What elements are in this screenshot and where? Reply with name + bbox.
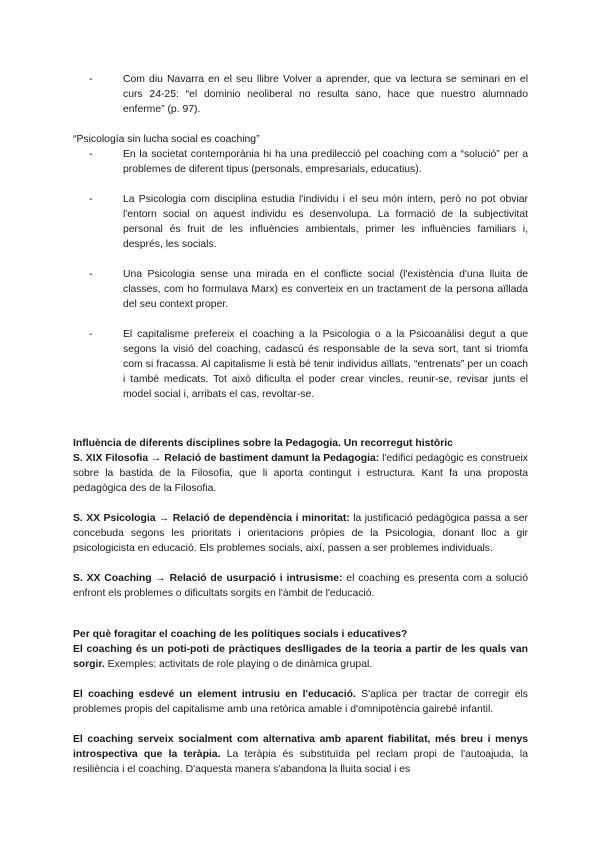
paragraph bbox=[73, 642, 528, 672]
paragraph bbox=[73, 687, 528, 717]
bullet-text: Una Psicologia sense una mirada en el conflicte social (l'existència d'una lluita de classes, com ho formulava Marx) es converteix en un tractament de la persona aïllada del seu context proper. bbox=[123, 269, 528, 310]
paragraph bbox=[73, 511, 528, 556]
bullet-item bbox=[89, 192, 528, 252]
bullet-text: El capitalisme prefereix el coaching a la Psicologia o a la Psicoanàlisi degut a que segons la visió del coaching, cadascú és responsable de la seva sort, tant si triomfa com si fracassa. Al capitalisme li està bé tenir individus aïllats, “entrenats” per un coach i també medicats. Tot això dificulta el poder crear vincles, reunir-se, revisar junts el model social i, arribats el cas, revoltar-se. bbox=[123, 329, 528, 400]
paragraph-lead: El coaching és un poti-poti de pràctiques deslligades de la teoria a partir de les quals van sorgir. bbox=[73, 644, 528, 670]
bullet-dash: - bbox=[89, 269, 93, 280]
paragraph-lead: S. XX Psicologia → Relació de dependència i minoritat: bbox=[73, 513, 350, 524]
section-heading-text: Influència de diferents disciplines sobre la Pedagogia. Un recorregut històric bbox=[73, 438, 453, 449]
paragraph-body: Exemples: activitats de role playing o de dinàmica grupal. bbox=[104, 659, 373, 670]
bullet-item bbox=[89, 267, 528, 312]
bullet-dash: - bbox=[89, 329, 93, 340]
bullet-dash: - bbox=[89, 149, 93, 160]
paragraph-lead: S. XIX Filosofia → Relació de bastiment damunt la Pedagogia: bbox=[73, 453, 380, 464]
bullet-text: En la societat contemporània hi ha una predilecció pel coaching com a “solució” per a problemes de diferent tipus (personals, empresarials, educatius). bbox=[123, 149, 528, 175]
paragraph bbox=[73, 571, 528, 601]
section-heading bbox=[73, 627, 528, 642]
bullet-dash: - bbox=[89, 194, 93, 205]
bullet-text: La Psicologia com disciplina estudia l'individu i el seu món intern, però no pot obviar l'entorn social on aquest individu es desenvolupa. La formació de la subjectivitat personal és fruit de les influències ambientals, primer les influències familiars i, després, les socials. bbox=[123, 194, 528, 250]
paragraph-lead: El coaching esdevé un element intrusiu en l'educació. bbox=[73, 689, 356, 700]
paragraph-body: el coaching es presenta com a solució enfront els problemes o dificultats sorgits en l'àmbit de l'educació. bbox=[73, 573, 528, 599]
section-heading bbox=[73, 436, 528, 451]
paragraph-body: l'edifici pedagògic es construeix sobre la bastida de la Filosofia, que li aporta contingut i estructura. Kant fa una proposta pedagògica des de la Filosofia. bbox=[73, 453, 528, 494]
bullet-item bbox=[89, 147, 528, 177]
paragraph-body: la justificació pedagògica passa a ser concebuda segons les prioritats i orientacions pròpies de la Psicologia, donant lloc a gir psicologicista en educació. Els problemes socials, així, passen a ser problemes individuals. bbox=[73, 513, 529, 554]
paragraph bbox=[73, 732, 528, 777]
section-heading-text: Per què foragitar el coaching de les polítiques socials i educatives? bbox=[73, 629, 408, 640]
bullet-item bbox=[89, 72, 528, 117]
paragraph bbox=[73, 451, 528, 496]
paragraph-body: S'aplica per tractar de corregir els problemes propis del capitalisme amb una retòrica amable i d'omnipotència gairebé infantil. bbox=[73, 689, 528, 715]
bullet-item bbox=[89, 327, 528, 402]
bullet-text: Com diu Navarra en el seu llibre Volver a aprender, que va lectura se seminari en el curs 24-25: “el dominio neoliberal no resulta sano, hace que nuestro alumnado enferme” (p. 97). bbox=[123, 74, 528, 115]
paragraph-body: La teràpia és substituïda pel reclam propi de l'autoajuda, la resiliència i el coaching. D'aquesta manera s'abandona la lluita social i es bbox=[73, 749, 529, 775]
quote-heading: “Psicología sin lucha social es coaching” bbox=[73, 134, 260, 145]
paragraph-lead: El coaching serveix socialment com alternativa amb aparent fiabilitat, més breu i menys introspectiva que la teràpia. bbox=[73, 734, 528, 760]
bullet-dash: - bbox=[89, 74, 93, 85]
paragraph-lead: S. XX Coaching → Relació de usurpació i intrusisme: bbox=[73, 573, 343, 584]
